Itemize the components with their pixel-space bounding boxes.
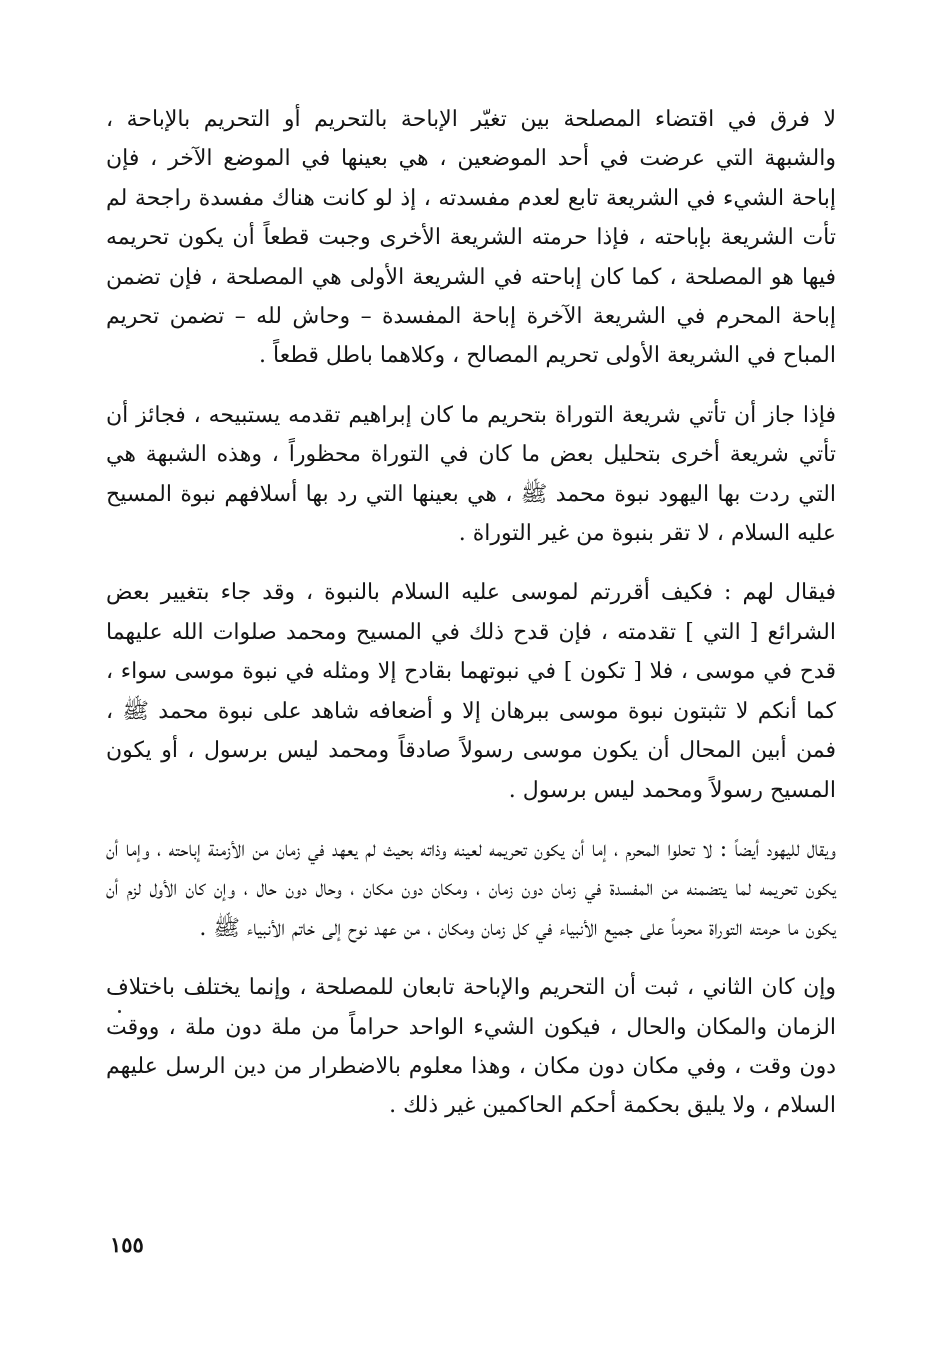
- body-text: [106, 100, 836, 1146]
- paragraph-2: فإذا جاز أن تأتي شريعة التوراة بتحريم ما كان إبراهيم تقدمه يستبيحه ، فجائز أن تأتي شريعة أخرى بتحليل بعض ما كان في التوراة محظوراً ، وهذه الشبهة هي التي ردت بها اليهود نبوة محمد ﷺ ، هي بعينها التي رد بها أسلافهم نبوة المسيح عليه السلام ، لا تقر بنبوة من غير التوراة .: [106, 402, 836, 547]
- stray-dot-mark: [118, 1010, 121, 1013]
- paragraph-3: فيقال لهم : فكيف أقررتم لموسى عليه السلام بالنبوة ، وقد جاء بتغيير بعض الشرائع [ التي ] تقدمته ، فإن قدح ذلك في المسيح ومحمد صلوات الله عليهما قدح في موسى ، فلا [ تكون ] في نبوتهما بقادح إلا ومثله في نبوة موسى سواء ، كما أنكم لا تثبتون نبوة موسى ببرهان إلا و أضعافه شاهد على نبوة محمد ﷺ ، فمن أبين المحال أن يكون موسى رسولاً صادقاً ومحمد ليس برسول ، أو يكون المسيح رسولاً ومحمد ليس برسول .: [106, 580, 836, 803]
- paragraph-5: وإن كان الثاني ، ثبت أن التحريم والإباحة تابعان للمصلحة ، وإنما يختلف باختلاف الزمان والمكان والحال ، فيكون الشيء الواحد حراماً من ملة دون ملة ، ووقت دون وقت ، وفي مكان دون مكان ، وهذا معلوم بالاضطرار من دين الرسل عليهم السلام ، ولا يليق بحكمة أحكم الحاكمين غير ذلك .: [106, 975, 836, 1119]
- paragraph-4: ويقال لليهود أيضاً : لا تحلوا المحرم ، إما أن يكون تحريمه لعينه وذاته بحيث لم يعهد في زمان من الأزمنة إباحته ، وإما أن يكون تحريمه لما يتضمنه من المفسدة في زمان دون زمان ، ومكان دون مكان ، وحال دون حال ، وإن كان الأول لزم أن يكون ما حرمته التوراة محرماً على جميع الأنبياء في كل زمان ومكان ، من عهد نوح إلى خاتم الأنبياء ﷺ .: [106, 836, 836, 941]
- page-number: ١٥٥: [110, 1232, 144, 1257]
- paragraph-1: لا فرق في اقتضاء المصلحة بين تغيّر الإباحة بالتحريم أو التحريم بالإباحة ، والشبهة التي عرضت في أحد الموضعين ، هي بعينها في الموضع الآخر ، فإن إباحة الشيء في الشريعة تابع لعدم مفسدته ، إذ لو كانت هناك مفسدة راجحة لم تأت الشريعة بإباحته ، فإذا حرمته الشريعة الأخرى وجبت قطعاً أن يكون تحريمه فيها هو المصلحة ، كما كان إباحته في الشريعة الأولى هي المصلحة ، فإن تضمن إباحة المحرم في الشريعة الآخرة إباحة المفسدة – وحاش لله – تضمن تحريم المباح في الشريعة الأولى تحريم المصالح ، وكلاهما باطل قطعاً .: [106, 107, 836, 369]
